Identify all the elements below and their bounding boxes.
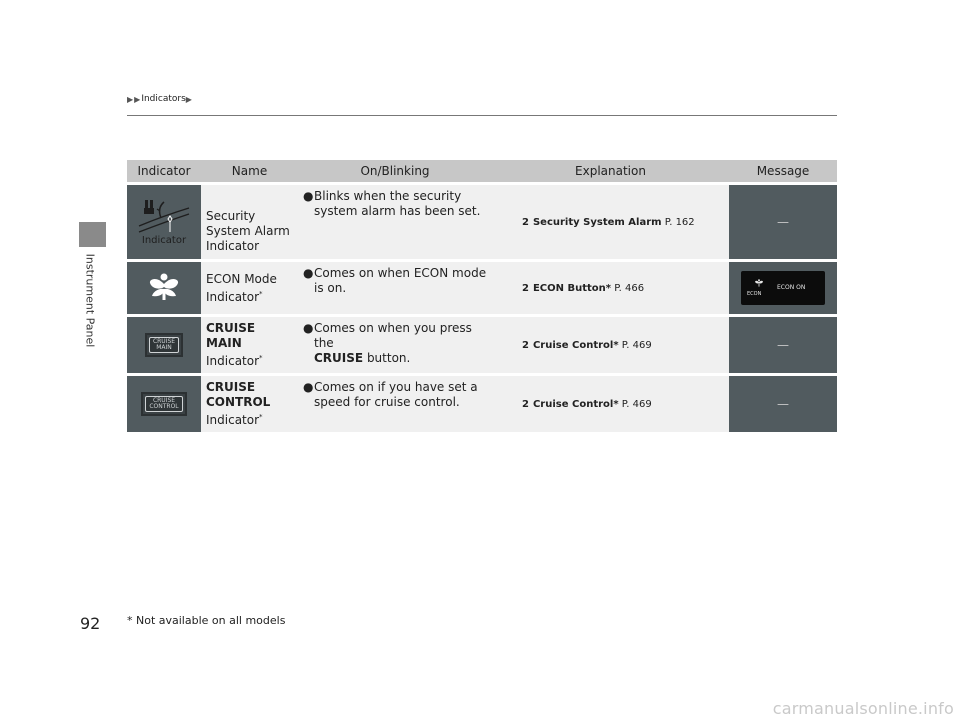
indicator-cell — [127, 376, 201, 432]
sidebar-label: Instrument Panel — [83, 253, 97, 347]
ref-link-cruise-control[interactable]: Cruise Control — [532, 398, 614, 410]
table-row — [127, 185, 837, 259]
table-row — [127, 376, 837, 432]
ref-link-security-system-alarm[interactable]: Security System Alarm — [532, 216, 662, 228]
header-on-blinking: On/Blinking — [298, 160, 492, 182]
name-cell: CRUISE MAIN Indicator* — [201, 317, 298, 373]
message-cell: — — [729, 376, 837, 432]
explanation-cell — [492, 262, 729, 314]
breadcrumb-link-indicators[interactable]: Indicators — [141, 94, 186, 104]
table-header-row — [127, 160, 837, 182]
explanation-cell — [492, 376, 729, 432]
footnote-star: * — [613, 339, 619, 351]
ref-page: P. 466 — [614, 282, 645, 294]
message-cell — [729, 262, 837, 314]
breadcrumb-arrow-icon: ▶ — [127, 94, 134, 104]
footnote-star: * — [259, 413, 263, 421]
breadcrumb-arrow-icon: ▶ — [185, 94, 192, 104]
message-cell: — — [729, 185, 837, 259]
breadcrumb — [127, 94, 193, 104]
footnote-star: * — [605, 282, 612, 294]
explanation-cell — [492, 317, 729, 373]
section-tab — [79, 222, 106, 247]
bullet-icon: ● — [303, 189, 314, 203]
watermark: carmanualsonline.info — [772, 699, 954, 718]
header-message: Message — [729, 160, 837, 182]
econ-mini-icon — [754, 278, 764, 288]
icon-caption: Indicator — [141, 235, 187, 246]
on-blinking-cell: ● Comes on if you have set a speed for cruise control. — [298, 376, 492, 432]
econ-mode-icon — [146, 270, 182, 304]
header-indicator: Indicator — [127, 160, 201, 182]
reference-arrow-icon: 2 — [522, 339, 529, 351]
ref-page: P. 469 — [621, 339, 652, 351]
cruise-main-icon: CRUISE MAIN — [145, 333, 183, 357]
footnote-star: * — [259, 290, 263, 298]
bullet-icon: ● — [303, 380, 314, 394]
indicator-cell — [127, 262, 201, 314]
security-system-alarm-icon — [133, 196, 195, 248]
bullet-icon: ● — [303, 321, 314, 335]
reference-arrow-icon: 2 — [522, 398, 529, 410]
ref-page: P. 469 — [621, 398, 652, 410]
on-blinking-cell: ● Comes on when you press the CRUISE button. — [298, 317, 492, 373]
table-row — [127, 262, 837, 314]
page-number: 92 — [80, 614, 101, 633]
ref-link-econ-button[interactable]: ECON Button — [532, 282, 606, 294]
ref-page: P. 162 — [664, 216, 695, 228]
on-blinking-cell: ● Blinks when the security system alarm has been set. — [298, 185, 492, 259]
econ-on-message-display: ECON ECON ON — [741, 271, 825, 305]
reference-arrow-icon: 2 — [522, 216, 529, 228]
name-cell: CRUISE CONTROL Indicator* — [201, 376, 298, 432]
message-cell: — — [729, 317, 837, 373]
header-name: Name — [201, 160, 298, 182]
indicator-table — [127, 157, 837, 435]
ref-link-cruise-control[interactable]: Cruise Control — [532, 339, 614, 351]
explanation-cell — [492, 185, 729, 259]
breadcrumb-arrow-icon: ▶ — [134, 94, 141, 104]
indicator-cell — [127, 185, 201, 259]
bullet-icon: ● — [303, 266, 314, 280]
name-cell: ECON Mode Indicator* — [201, 262, 298, 314]
header-explanation: Explanation — [492, 160, 729, 182]
footnote-star: * — [259, 354, 263, 362]
footnote: * Not available on all models — [127, 614, 286, 627]
footnote-star: * — [613, 398, 619, 410]
indicator-cell — [127, 317, 201, 373]
name-cell: Security System Alarm Indicator — [201, 185, 298, 259]
on-blinking-cell: ● Comes on when ECON mode is on. — [298, 262, 492, 314]
cruise-control-icon: CRUISE CONTROL — [141, 392, 186, 416]
table-row — [127, 317, 837, 373]
reference-arrow-icon: 2 — [522, 282, 529, 294]
header-rule — [127, 115, 837, 116]
